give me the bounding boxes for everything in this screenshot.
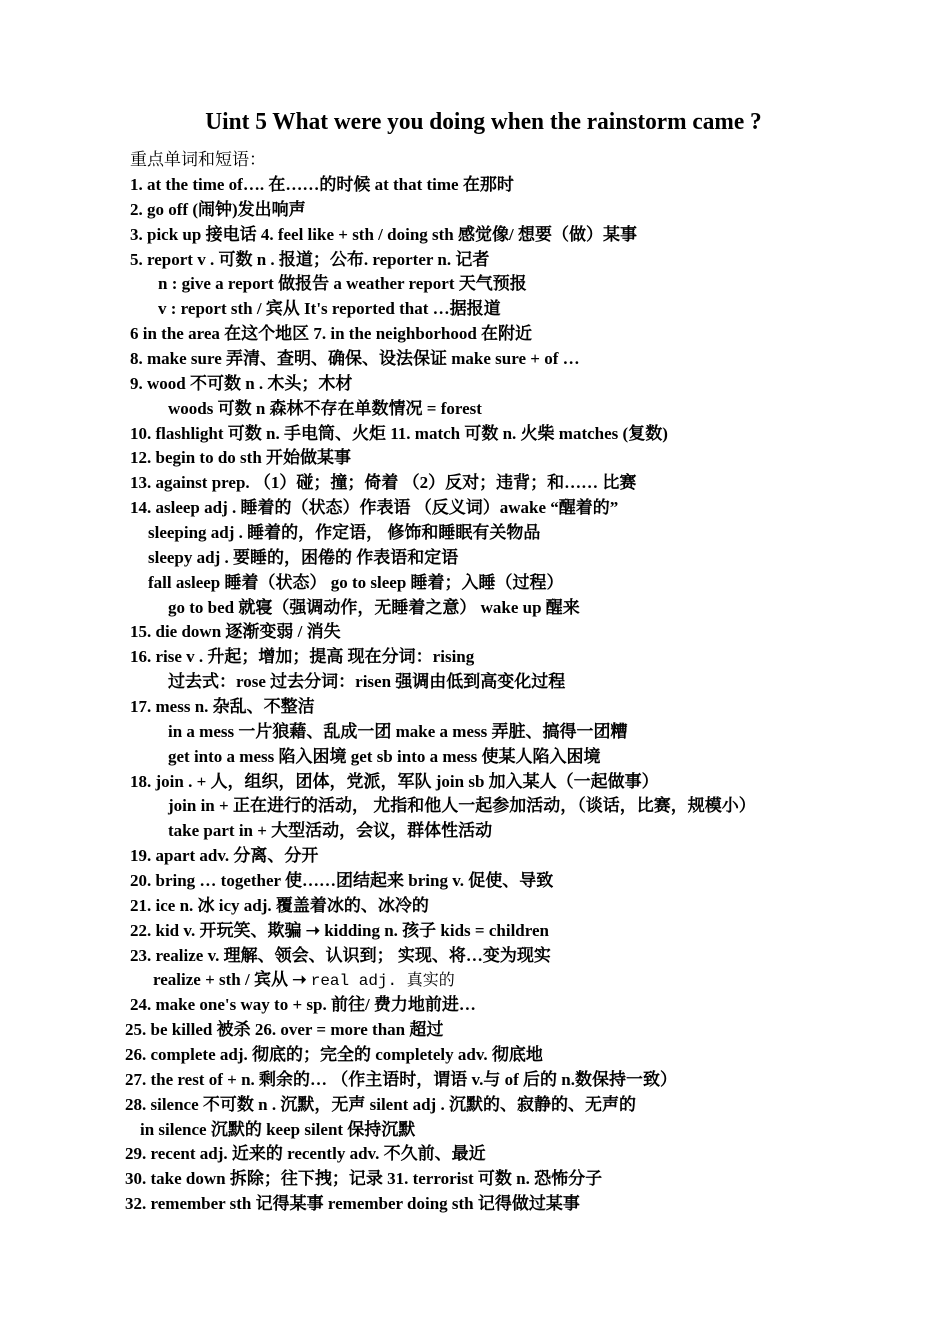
vocab-line: 13. against prep. （1）碰；撞；倚着 （2）反对；违背；和…… 比赛 (130, 473, 637, 492)
vocab-line: go to bed 就寝（强调动作，无睡着之意） wake up 醒来 (168, 598, 580, 617)
vocab-line-head: realize + sth / 宾从 ➝ (153, 970, 311, 989)
vocab-line: 26. complete adj. 彻底的；完全的 completely adv. 彻底地 (125, 1045, 543, 1064)
vocab-line: 19. apart adv. 分离、分开 (130, 846, 319, 865)
vocab-line: woods 可数 n 森林不存在单数情况 = forest (168, 399, 482, 418)
page-title: Uint 5 What were you doing when the rainstorm came ? (205, 109, 762, 135)
vocab-line: 9. wood 不可数 n . 木头；木材 (130, 374, 353, 393)
vocab-line: 1. at the time of…. 在……的时候 at that time 在那时 (130, 175, 514, 194)
vocab-line: 29. recent adj. 近来的 recently adv. 不久前、最近 (125, 1144, 486, 1163)
vocab-line: n : give a report 做报告 a weather report 天气预报 (158, 274, 527, 293)
vocab-line: 17. mess n. 杂乱、不整洁 (130, 697, 315, 716)
vocab-line: 2. go off (闹钟)发出响声 (130, 200, 306, 219)
vocab-line: 30. take down 拆除；往下拽；记录 31. terrorist 可数 n. 恐怖分子 (125, 1169, 603, 1188)
vocab-line: 27. the rest of + n. 剩余的… （作主语时，谓语 v.与 of 后的 n.数保持一致） (125, 1070, 677, 1089)
vocab-line: 8. make sure 弄清、查明、确保、设法保证 make sure + of … (130, 349, 580, 368)
vocab-line: 6 in the area 在这个地区 7. in the neighborhood 在附近 (130, 324, 533, 343)
vocab-line: 24. make one's way to + sp. 前往/ 费力地前进… (130, 995, 476, 1014)
vocab-line: 10. flashlight 可数 n. 手电筒、火炬 11. match 可数 n. 火柴 matches (复数) (130, 424, 668, 443)
vocab-line: 32. remember sth 记得某事 remember doing sth 记得做过某事 (125, 1194, 580, 1213)
vocab-line: 15. die down 逐渐变弱 / 消失 (130, 622, 341, 641)
vocab-line: 16. rise v . 升起；增加；提高 现在分词：rising (130, 647, 475, 666)
vocab-line: in a mess 一片狼藉、乱成一团 make a mess 弄脏、搞得一团糟 (168, 722, 628, 741)
vocab-line: 3. pick up 接电话 4. feel like + sth / doing sth 感觉像/ 想要（做）某事 (130, 225, 637, 244)
vocab-line: in silence 沉默的 keep silent 保持沉默 (140, 1120, 416, 1139)
vocab-line: take part in + 大型活动，会议，群体性活动 (168, 821, 493, 840)
vocab-line: 28. silence 不可数 n . 沉默，无声 silent adj . 沉默的、寂静的、无声的 (125, 1095, 636, 1114)
vocab-line: 12. begin to do sth 开始做某事 (130, 448, 352, 467)
vocab-line: 18. join . + 人，组织，团体，党派，军队 join sb 加入某人（一起做事） (130, 772, 659, 791)
vocab-line (153, 968, 455, 993)
vocab-line: sleepy adj . 要睡的，困倦的 作表语和定语 (148, 548, 459, 567)
vocab-line: 20. bring … together 使……团结起来 bring v. 促使、导致 (130, 871, 554, 890)
vocab-line: 5. report v . 可数 n . 报道；公布. reporter n. 记者 (130, 250, 490, 269)
vocab-line: 21. ice n. 冰 icy adj. 覆盖着冰的、冰冷的 (130, 896, 429, 915)
vocab-line: 22. kid v. 开玩笑、欺骗 ➝ kidding n. 孩子 kids = children (130, 921, 549, 940)
vocab-line: sleeping adj . 睡着的，作定语， 修饰和睡眠有关物品 (148, 523, 541, 542)
vocab-line: v : report sth / 宾从 It's reported that …据报道 (158, 299, 501, 318)
vocab-line: 23. realize v. 理解、领会、认识到； 实现、将…变为现实 (130, 946, 551, 965)
vocab-line: get into a mess 陷入困境 get sb into a mess 使某人陷入困境 (168, 747, 601, 766)
vocab-line-tail: real adj. 真实的 (310, 972, 455, 990)
section-heading: 重点单词和短语： (130, 150, 266, 169)
vocab-line: 14. asleep adj . 睡着的（状态）作表语 （反义词）awake “醒着的” (130, 498, 619, 517)
vocab-line: join in + 正在进行的活动， 尤指和他人一起参加活动，（谈话，比赛，规模小） (168, 796, 756, 815)
vocab-line: fall asleep 睡着（状态） go to sleep 睡着；入睡（过程） (148, 573, 564, 592)
vocab-line: 25. be killed 被杀 26. over = more than 超过 (125, 1020, 444, 1039)
vocab-line: 过去式：rose 过去分词：risen 强调由低到高变化过程 (168, 672, 566, 691)
